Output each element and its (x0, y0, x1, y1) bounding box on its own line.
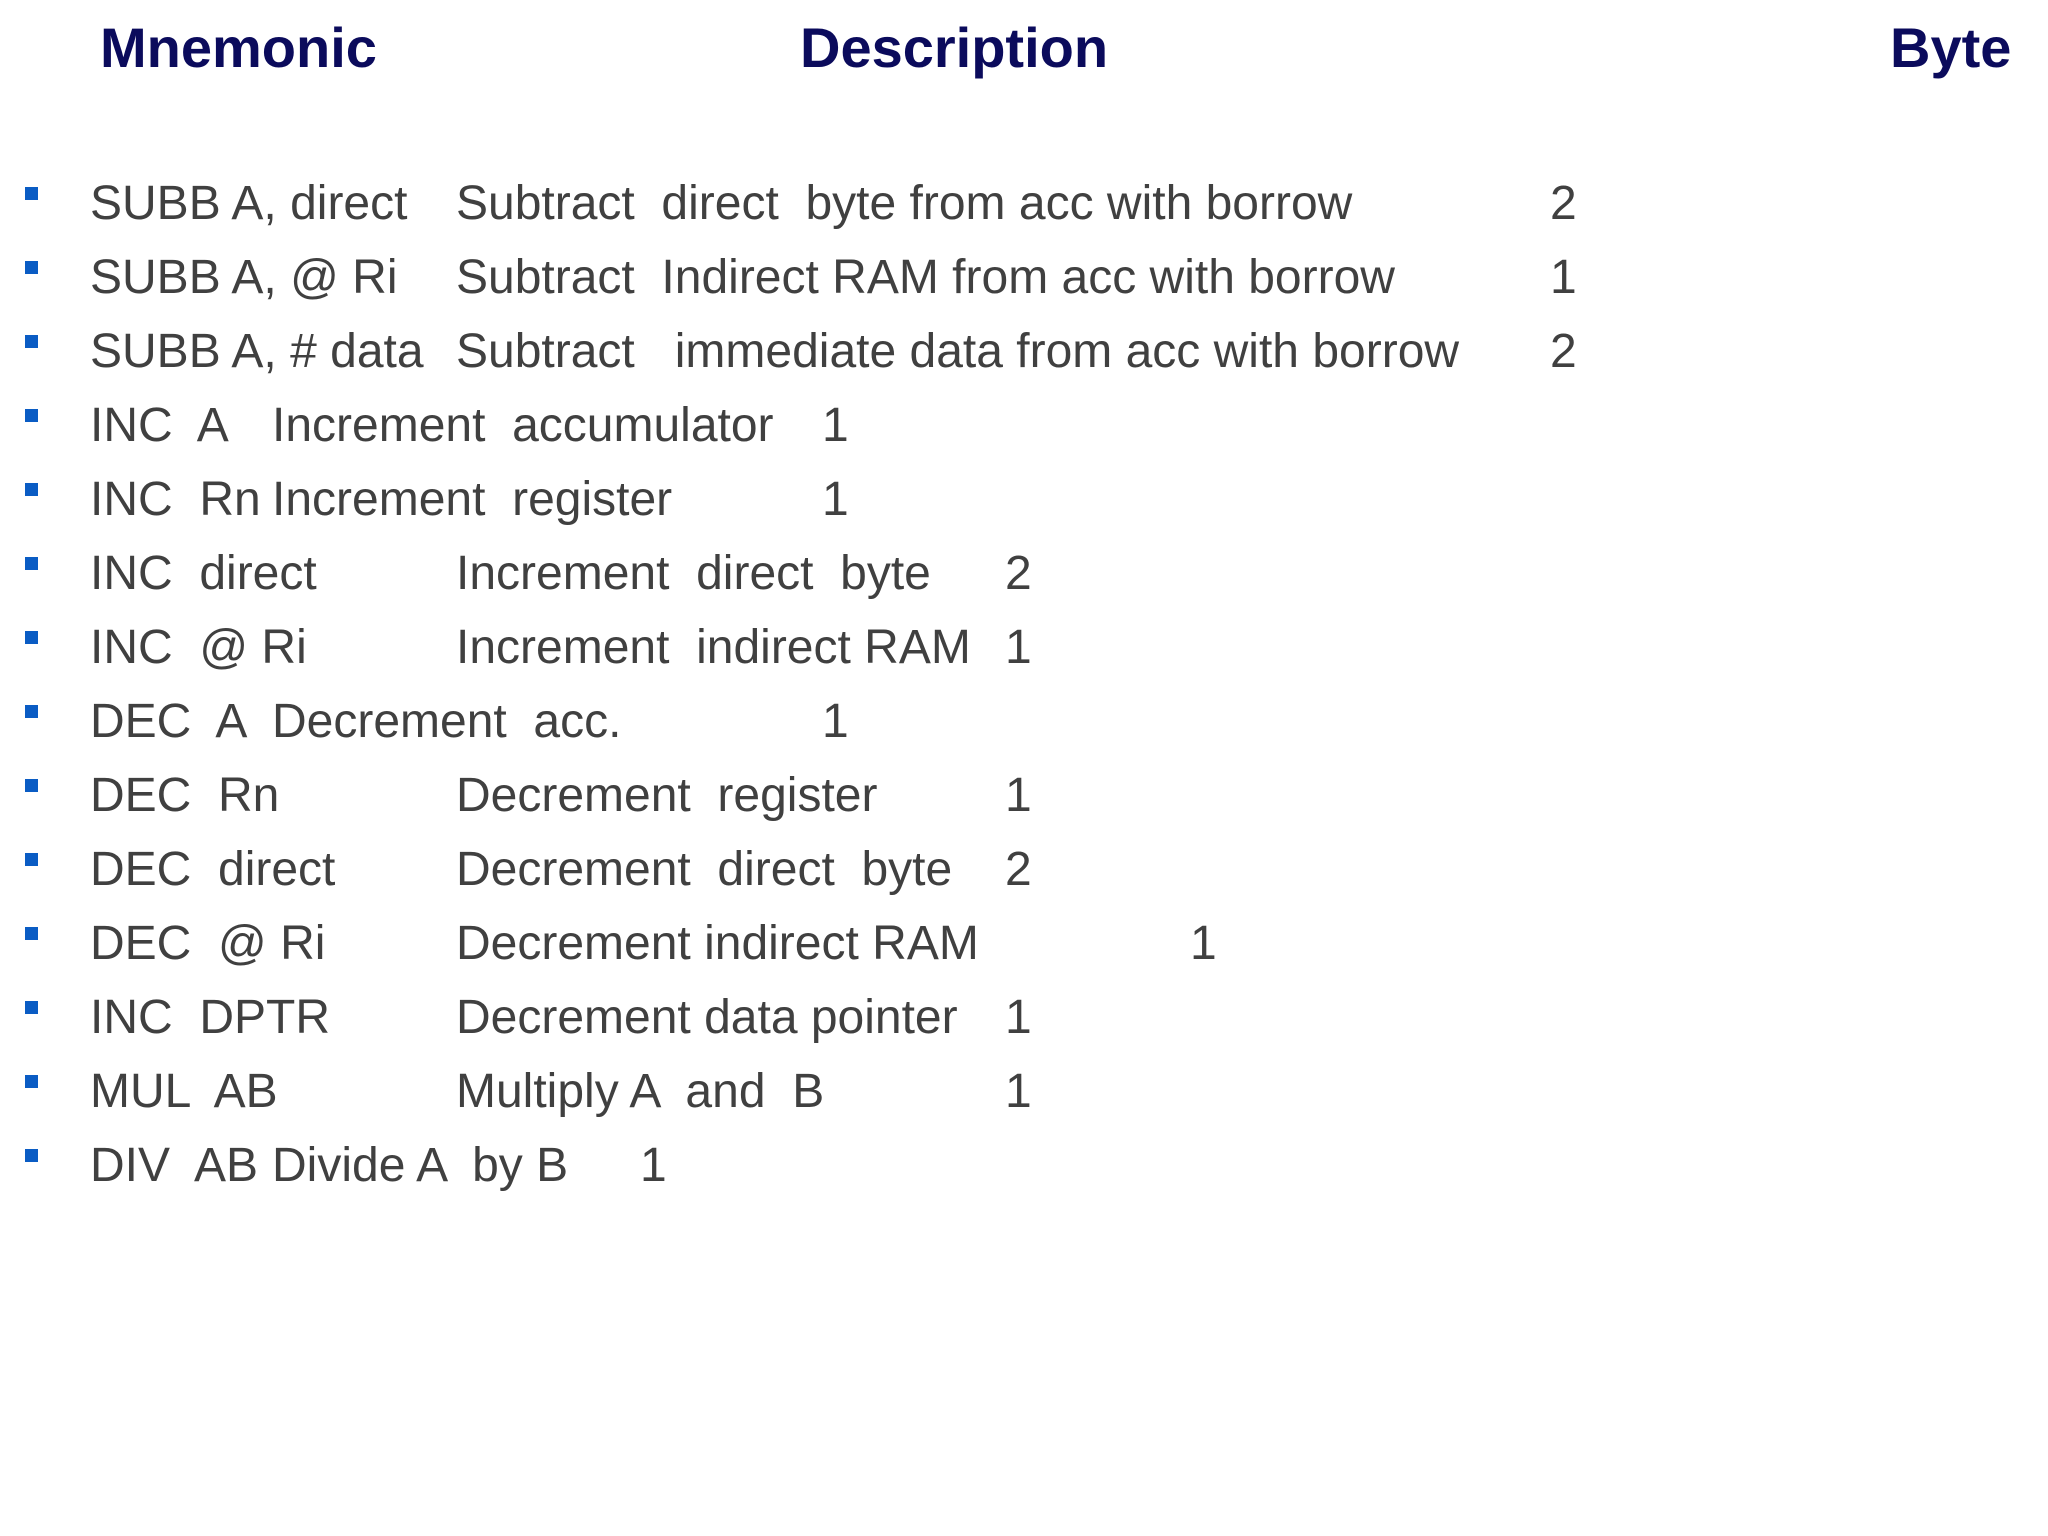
list-item (0, 907, 2048, 981)
list-item (0, 463, 2048, 537)
byte-count: 2 (1550, 325, 1577, 378)
list-item (0, 167, 2048, 241)
list-item (0, 389, 2048, 463)
bullet-icon (25, 631, 38, 644)
mnemonic: INC @ Ri (90, 621, 307, 674)
header-description: Description (800, 16, 1109, 79)
byte-count: 1 (1190, 917, 1217, 970)
mnemonic: DEC direct (90, 843, 336, 896)
description: Decrement register (456, 769, 878, 822)
bullet-icon (25, 1075, 38, 1088)
description: Multiply A and B (456, 1065, 825, 1118)
byte-count: 1 (1005, 991, 1032, 1044)
mnemonic: INC Rn (90, 473, 261, 526)
byte-count: 1 (640, 1139, 667, 1192)
bullet-icon (25, 1149, 38, 1162)
header-byte: Byte (1890, 16, 2012, 79)
description: Decrement acc. (272, 695, 622, 748)
byte-count: 1 (1005, 621, 1032, 674)
mnemonic: INC A (90, 399, 229, 452)
description: Subtract Indirect RAM from acc with borrow (456, 251, 1395, 304)
list-item (0, 685, 2048, 759)
mnemonic: DIV AB (90, 1139, 259, 1192)
mnemonic: DEC A (90, 695, 248, 748)
list-item (0, 241, 2048, 315)
bullet-icon (25, 483, 38, 496)
list-item (0, 315, 2048, 389)
list-item (0, 1055, 2048, 1129)
description: Increment accumulator (272, 399, 774, 452)
description: Decrement indirect RAM (456, 917, 979, 970)
bullet-icon (25, 927, 38, 940)
list-item (0, 981, 2048, 1055)
description: Divide A by B (272, 1139, 569, 1192)
mnemonic: DEC @ Ri (90, 917, 326, 970)
description: Subtract direct byte from acc with borrow (456, 177, 1353, 230)
byte-count: 2 (1005, 843, 1032, 896)
bullet-icon (25, 335, 38, 348)
mnemonic: DEC Rn (90, 769, 280, 822)
bullet-icon (25, 1001, 38, 1014)
byte-count: 1 (822, 695, 849, 748)
mnemonic: INC DPTR (90, 991, 330, 1044)
mnemonic: INC direct (90, 547, 317, 600)
mnemonic: SUBB A, @ Ri (90, 251, 398, 304)
bullet-icon (25, 187, 38, 200)
byte-count: 1 (822, 399, 849, 452)
mnemonic: MUL AB (90, 1065, 278, 1118)
list-item (0, 611, 2048, 685)
bullet-icon (25, 557, 38, 570)
description: Decrement data pointer (456, 991, 958, 1044)
bullet-icon (25, 409, 38, 422)
list-item (0, 537, 2048, 611)
byte-count: 2 (1550, 177, 1577, 230)
header-mnemonic: Mnemonic (100, 16, 377, 79)
mnemonic: SUBB A, # data (90, 325, 424, 378)
bullet-icon (25, 779, 38, 792)
description: Increment direct byte (456, 547, 931, 600)
description: Decrement direct byte (456, 843, 953, 896)
description: Increment register (272, 473, 673, 526)
description: Increment indirect RAM (456, 621, 971, 674)
byte-count: 1 (1550, 251, 1577, 304)
bullet-icon (25, 853, 38, 866)
byte-count: 1 (822, 473, 849, 526)
byte-count: 1 (1005, 769, 1032, 822)
byte-count: 1 (1005, 1065, 1032, 1118)
list-item (0, 759, 2048, 833)
bullet-icon (25, 705, 38, 718)
description: Subtract immediate data from acc with borrow (456, 325, 1460, 378)
list-item (0, 1129, 2048, 1203)
byte-count: 2 (1005, 547, 1032, 600)
mnemonic: SUBB A, direct (90, 177, 408, 230)
list-item (0, 833, 2048, 907)
bullet-icon (25, 261, 38, 274)
